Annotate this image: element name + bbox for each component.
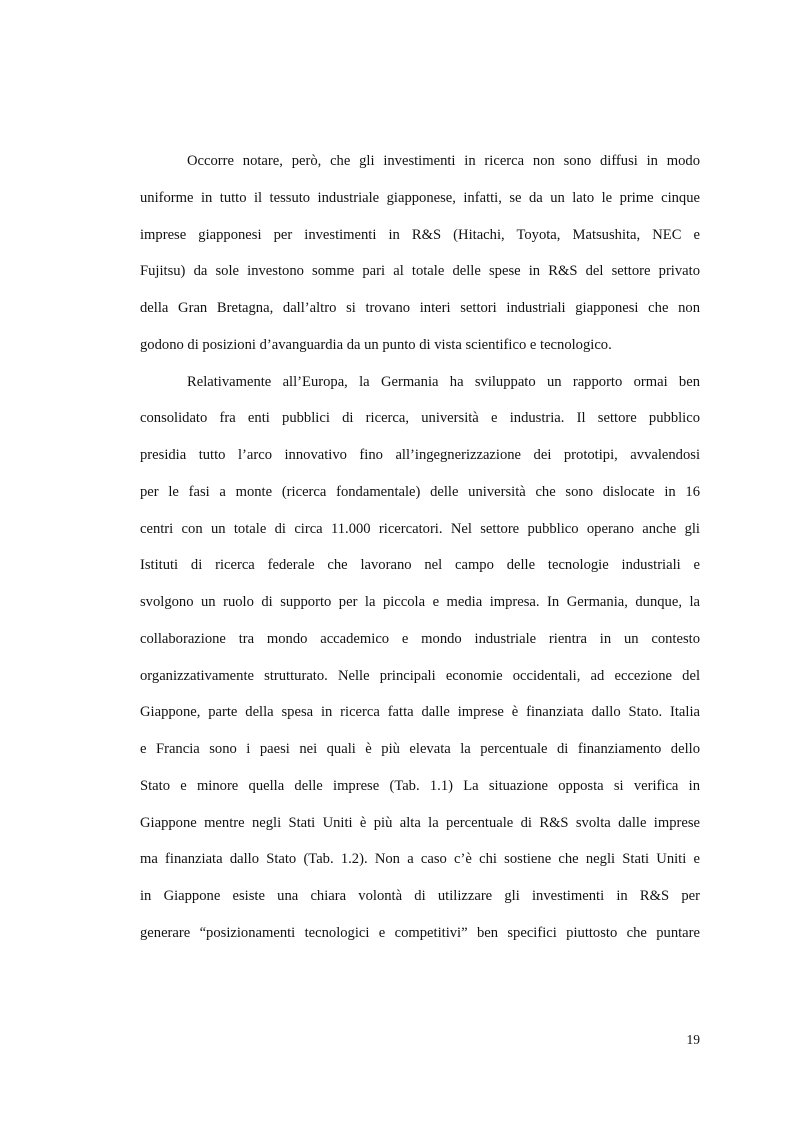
paragraph-line: Giappone, parte della spesa in ricerca fatta dalle imprese è finanziata dallo Stato. Italia [140, 704, 700, 721]
paragraph-line: Fujitsu) da sole investono somme pari al totale delle spese in R&S del settore privato [140, 263, 700, 280]
page-number: 19 [686, 1032, 700, 1047]
paragraph-line: godono di posizioni d’avanguardia da un punto di vista scientifico e tecnologico. [140, 336, 612, 353]
paragraph-line: Relativamente all’Europa, la Germania ha sviluppato un rapporto ormai ben [187, 373, 700, 390]
paragraph-line: per le fasi a monte (ricerca fondamentale) delle università che sono dislocate in 16 [140, 483, 700, 500]
paragraph-line: Occorre notare, però, che gli investimenti in ricerca non sono diffusi in modo [187, 153, 700, 169]
paragraph-line: organizzativamente strutturato. Nelle principali economie occidentali, ad eccezione del [140, 667, 700, 684]
paragraph-line: svolgono un ruolo di supporto per la piccola e media impresa. In Germania, dunque, la [140, 594, 700, 610]
paragraph-line: in Giappone esiste una chiara volontà di utilizzare gli investimenti in R&S per [140, 888, 700, 904]
paragraph-line: consolidato fra enti pubblici di ricerca, università e industria. Il settore pubblico [140, 410, 700, 427]
paragraph-line: ma finanziata dallo Stato (Tab. 1.2). Non a caso c’è chi sostiene che negli Stati Uniti e [140, 851, 700, 868]
paragraph-line: generare “posizionamenti tecnologici e competitivi” ben specifici piuttosto che puntare [140, 924, 700, 941]
paragraph-line: imprese giapponesi per investimenti in R&S (Hitachi, Toyota, Matsushita, NEC e [140, 226, 700, 243]
paragraph-line: e Francia sono i paesi nei quali è più elevata la percentuale di finanziamento dello [140, 741, 700, 757]
paragraph-line: della Gran Bretagna, dall’altro si trovano interi settori industriali giapponesi che non [140, 300, 700, 316]
paragraph-line: Istituti di ricerca federale che lavorano nel campo delle tecnologie industriali e [140, 557, 700, 574]
paragraph-line: collaborazione tra mondo accademico e mondo industriale rientra in un contesto [140, 630, 700, 647]
paragraph-line: Giappone mentre negli Stati Uniti è più alta la percentuale di R&S svolta dalle imprese [140, 814, 700, 831]
paragraph-line: uniforme in tutto il tessuto industriale giapponese, infatti, se da un lato le prime cinque [140, 189, 700, 206]
paragraph-line: Stato e minore quella delle imprese (Tab. 1.1) La situazione opposta si verifica in [140, 777, 700, 794]
paragraph-line: centri con un totale di circa 11.000 ricercatori. Nel settore pubblico operano anche gli [140, 520, 700, 537]
paragraph-line: presidia tutto l’arco innovativo fino all’ingegnerizzazione dei prototipi, avvalendosi [140, 447, 700, 463]
